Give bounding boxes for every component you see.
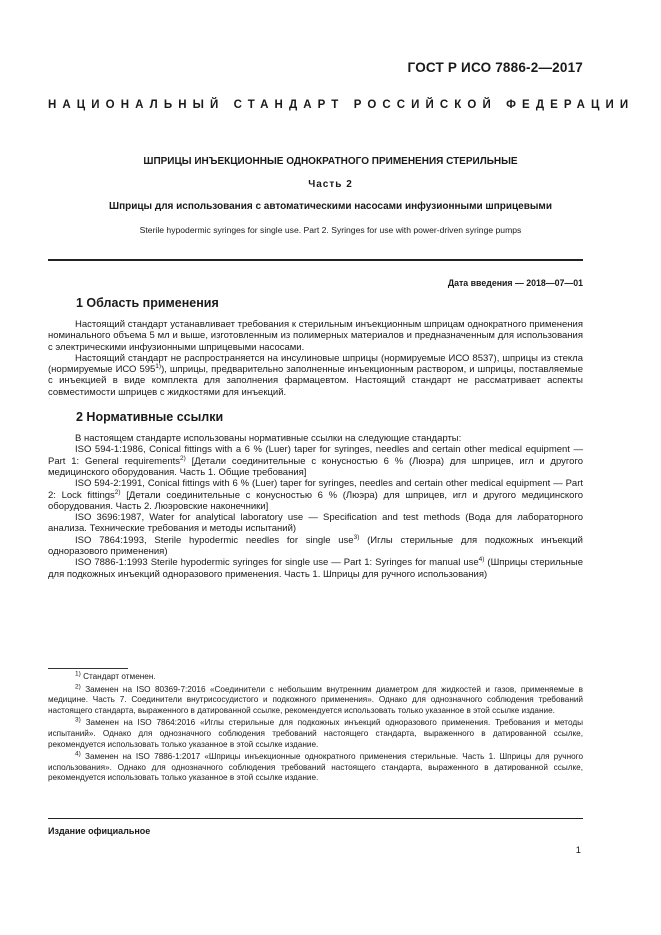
document-part: Часть 2 xyxy=(308,179,353,190)
document-subtitle: Шприцы для использования с автоматическими насосами инфузионными шприцевыми xyxy=(109,201,552,212)
section-1-paragraph: Настоящий стандарт устанавливает требования к стерильным инъекционным шприцам однократного применения номинального объема 5 мл и выше, изготовленным из полимерных материалов и предназначенным для использования с электрическими инфузионными шприцевыми насосами. xyxy=(48,319,583,353)
footnote-divider xyxy=(48,668,128,669)
footnote-ref: 3) xyxy=(353,533,360,541)
introduction-date: Дата введения — 2018—07—01 xyxy=(447,278,583,288)
document-title-english: Sterile hypodermic syringes for single use. Part 2. Syringes for use with power-driven syringe pumps xyxy=(139,225,522,235)
normative-reference: ISO 7864:1993, Sterile hypodermic needles for single use$^{3)}$ (Иглы стерильные для подкожных инъекций одноразового применения) xyxy=(48,533,583,558)
footnotes xyxy=(48,672,583,786)
footer-divider xyxy=(48,818,583,819)
footnote-ref: 2) xyxy=(114,488,121,496)
standard-code: ГОСТ Р ИСО 7886-2—2017 xyxy=(407,60,583,75)
footnote-ref: 4) xyxy=(478,556,485,564)
footnote: $^{4)}$ Заменен на ISO 7886-1:2017 «Шприцы инъекционные однократного применения стерильные. Часть 1. Шприцы для ручного использования». Однако для однозначного соблюдения требований настоящего стандарта, выраженного в датированной ссылке, рекомендуется использовать только указанное в этой ссылке издание. xyxy=(48,750,584,783)
header-divider xyxy=(48,259,583,261)
section-2-intro: В настоящем стандарте использованы нормативные ссылки на следующие стандарты: xyxy=(75,433,462,445)
section-1-paragraph: Настоящий стандарт не распространяется на инсулиновые шприцы (нормируемые ИСО 8537), шприцы из стекла (нормируемые ИСО 595$^{1)}$), шприцы, предварительно заполненные инъекционным раствором, и шприцы, поставляемые с инъекцией в виде комплекта для заполнения фармацевтом. Настоящий стандарт не рассматривает аспекты совместимости шприцев с жидкостями для инъекций. xyxy=(48,352,583,398)
section-1-heading: 1 Область применения xyxy=(76,296,219,310)
official-edition-label: Издание официальное xyxy=(48,826,151,836)
footnote: $^{1)}$ Стандарт отменен. xyxy=(75,670,156,681)
normative-reference: ISO 7886-1:1993 Sterile hypodermic syringes for single use — Part 1: Syringes for manual use$^{4)}$ (Шприцы стерильные для подкожных инъекций одноразового применения. Часть 1. Шприцы для ручного использования) xyxy=(48,556,584,580)
document-title: ШПРИЦЫ ИНЪЕКЦИОННЫЕ ОДНОКРАТНОГО ПРИМЕНЕНИЯ СТЕРИЛЬНЫЕ xyxy=(143,156,518,167)
page-number: 1 xyxy=(575,845,581,856)
national-standard-heading: НАЦИОНАЛЬНЫЙ СТАНДАРТ РОССИЙСКОЙ ФЕДЕРАЦИИ xyxy=(48,99,635,111)
main-content xyxy=(48,296,583,580)
normative-reference: ISO 594-1:1986, Conical fittings with a 6 % (Luer) taper for syringes, needles and certain other medical equipment — Part 1: General requirements$^{2)}$ [Детали соединительные с конусностью 6 % (Люэра) для шприцев, игл и другого медицинского оборудования. Часть 1. Общие требования] xyxy=(48,444,583,478)
footnote: $^{2)}$ Заменен на ISO 80369-7:2016 «Соединители с небольшим внутренним диаметром для жидкостей и газов, применяемые в медицине. Часть 7. Соединители внутрисосудистого и подкожного применения». Однако для однозначного соблюдения требований настоящего стандарта, выраженного в датированной ссылке, рекомендуется использовать только указанное в этой ссылке издание. xyxy=(48,682,583,715)
normative-reference: ISO 3696:1987, Water for analytical laboratory use — Specification and test methods (Вода для лабораторного анализа. Технические требования и методы испытаний) xyxy=(48,512,583,535)
footnote-ref: 2) xyxy=(180,454,186,462)
footnote-ref: 1) xyxy=(155,363,162,371)
section-2-heading: 2 Нормативные ссылки xyxy=(76,410,224,425)
normative-reference: ISO 594-2:1991, Conical fittings with 6 % (Luer) taper for syringes, needles and certain other medical equipment — Part 2: Lock fittings$^{2)}$ [Детали соединительные с конусностью 6 % (Люэра) для шприцев, игл и другого медицинского оборудования. Часть 2. Люэровские наконечники] xyxy=(48,478,583,512)
footnote: $^{3)}$ Заменен на ISO 7864:2016 «Иглы стерильные для подкожных инъекций одноразового применения. Требования и методы испытаний». Однако для однозначного соблюдения требований настоящего стандарта, выраженного в датированной ссылке, рекомендуется использовать только указанное в этой ссылке издание. xyxy=(48,716,583,749)
